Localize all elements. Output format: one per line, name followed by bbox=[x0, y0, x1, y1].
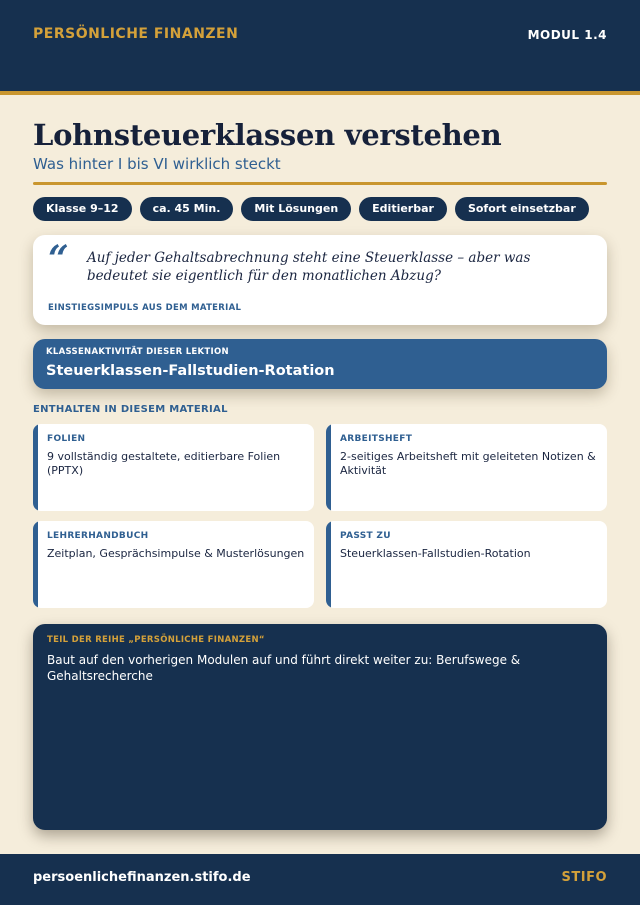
card-accent-bar bbox=[33, 521, 38, 608]
quote-mark-icon: “ bbox=[48, 238, 69, 280]
page-subtitle: Was hinter I bis VI wirklich steckt bbox=[33, 155, 281, 173]
activity-label: KLASSENAKTIVITÄT DIESER LEKTION bbox=[46, 347, 229, 357]
material-card-label: ARBEITSHEFT bbox=[340, 434, 413, 444]
tag-ready: Sofort einsetzbar bbox=[455, 197, 589, 221]
material-card-label: PASST ZU bbox=[340, 531, 391, 541]
card-accent-bar bbox=[326, 424, 331, 511]
material-card-text: 2-seitiges Arbeitsheft mit geleiteten Notizen & Aktivität bbox=[340, 450, 596, 477]
contents-heading: ENTHALTEN IN DIESEM MATERIAL bbox=[33, 404, 228, 415]
quote-text: Auf jeder Gehaltsabrechnung steht eine Steuerklasse – aber was bedeutet sie eigentlich für den monatlichen Abzug? bbox=[87, 250, 531, 284]
tag-list bbox=[33, 197, 613, 221]
material-card-fits bbox=[326, 521, 607, 608]
activity-card bbox=[33, 339, 607, 389]
header-divider bbox=[0, 91, 640, 95]
card-accent-bar bbox=[33, 424, 38, 511]
activity-title: Steuerklassen-Fallstudien-Rotation bbox=[46, 363, 335, 379]
module-label: MODUL 1.4 bbox=[527, 28, 607, 42]
quote-source: EINSTIEGSIMPULS AUS DEM MATERIAL bbox=[48, 303, 242, 313]
footer-bar bbox=[0, 854, 640, 905]
series-card-text: Baut auf den vorherigen Modulen auf und führt direkt weiter zu: Berufswege & Gehaltsrecherche bbox=[47, 653, 521, 683]
quote-card bbox=[33, 235, 607, 325]
tag-solutions: Mit Lösungen bbox=[241, 197, 351, 221]
material-card-text: Zeitplan, Gesprächsimpulse & Musterlösungen bbox=[47, 547, 305, 560]
footer-brand: STIFO bbox=[561, 870, 607, 885]
footer-url: persoenlichefinanzen.stifo.de bbox=[33, 870, 251, 885]
material-card-workbook bbox=[326, 424, 607, 511]
material-card-text: 9 vollständig gestaltete, editierbare Folien (PPTX) bbox=[47, 450, 281, 477]
material-card-label: FOLIEN bbox=[47, 434, 86, 444]
series-card-label: TEIL DER REIHE „PERSÖNLICHE FINANZEN“ bbox=[47, 635, 265, 645]
material-card-label: LEHRERHANDBUCH bbox=[47, 531, 149, 541]
page-title: Lohnsteuerklassen verstehen bbox=[33, 118, 502, 152]
tag-editable: Editierbar bbox=[359, 197, 447, 221]
title-divider bbox=[33, 182, 607, 185]
material-card-text: Steuerklassen-Fallstudien-Rotation bbox=[340, 547, 531, 560]
series-card bbox=[33, 624, 607, 830]
material-card-slides bbox=[33, 424, 314, 511]
series-label: PERSÖNLICHE FINANZEN bbox=[33, 26, 239, 42]
tag-duration: ca. 45 Min. bbox=[140, 197, 234, 221]
header-bar bbox=[0, 0, 640, 91]
tag-grade: Klasse 9–12 bbox=[33, 197, 132, 221]
material-card-teacher-guide bbox=[33, 521, 314, 608]
card-accent-bar bbox=[326, 521, 331, 608]
